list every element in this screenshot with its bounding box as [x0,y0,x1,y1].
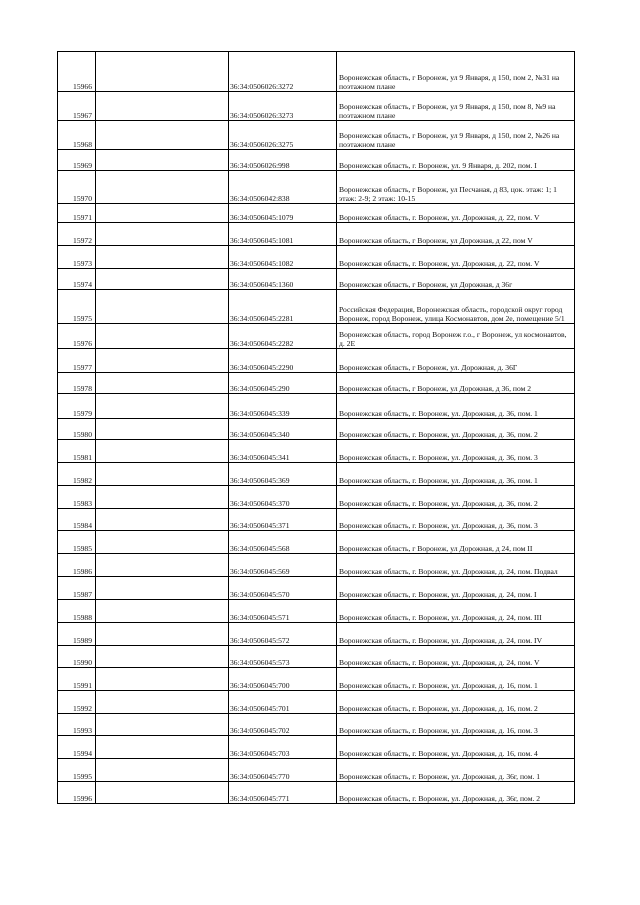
cadastral-number: 36:34:0506045:370 [229,486,337,509]
table-row [58,440,575,463]
row-number: 15983 [58,486,96,509]
empty-cell [96,782,229,804]
table-row [58,554,575,577]
table-row [58,531,575,554]
table-row [58,600,575,623]
empty-cell [96,373,229,394]
address: Воронежская область, г Воронеж, ул 9 Января, д 150, пом 2, №31 на поэтажном плане [337,52,575,92]
row-number: 15975 [58,290,96,324]
table-row [58,373,575,394]
table-row [58,269,575,290]
address: Воронежская область, г Воронеж, ул. Дорожная, д. 36Г [337,349,575,373]
empty-cell [96,223,229,246]
row-number: 15986 [58,554,96,577]
registry-table [57,51,575,804]
empty-cell [96,92,229,121]
empty-cell [96,290,229,324]
row-number: 15990 [58,646,96,668]
address: Воронежская область, г. Воронеж, ул. Дорожная, д. 36, пом. 2 [337,486,575,509]
cadastral-number: 36:34:0506026:998 [229,150,337,171]
cadastral-number: 36:34:0506026:3275 [229,121,337,150]
row-number: 15970 [58,171,96,204]
row-number: 15969 [58,150,96,171]
row-number: 15982 [58,463,96,486]
address: Воронежская область, г Воронеж, ул Дорожная, д 36г [337,269,575,290]
address: Воронежская область, г. Воронеж, ул. Дорожная, д. 16, пом. 2 [337,691,575,714]
table-row [58,736,575,759]
address: Воронежская область, г. Воронеж, ул. Дорожная, д. 36, пом. 1 [337,463,575,486]
table-row [58,759,575,782]
address: Воронежская область, г. Воронеж, ул. Дорожная, д. 36, пом. 3 [337,440,575,463]
empty-cell [96,171,229,204]
empty-cell [96,440,229,463]
table-row [58,509,575,531]
cadastral-number: 36:34:0506045:2281 [229,290,337,324]
cadastral-number: 36:34:0506045:339 [229,394,337,419]
row-number: 15987 [58,577,96,600]
cadastral-number: 36:34:0506042:838 [229,171,337,204]
empty-cell [96,419,229,440]
row-number: 15995 [58,759,96,782]
address: Российская Федерация, Воронежская область, городской округ город Воронеж, город Воронеж, улица Космонавтов, дом 2е, помещение 5/1 [337,290,575,324]
cadastral-number: 36:34:0506045:1360 [229,269,337,290]
row-number: 15973 [58,246,96,269]
empty-cell [96,714,229,736]
table-row [58,668,575,691]
cadastral-number: 36:34:0506045:369 [229,463,337,486]
row-number: 15971 [58,204,96,223]
registry-table-body [58,52,575,804]
table-row [58,290,575,324]
row-number: 15978 [58,373,96,394]
cadastral-number: 36:34:0506045:1082 [229,246,337,269]
address: Воронежская область, г. Воронеж, ул. Дорожная, д. 36г, пом. 1 [337,759,575,782]
cadastral-number: 36:34:0506045:570 [229,577,337,600]
address: Воронежская область, г. Воронеж, ул. Дорожная, д. 16, пом. 4 [337,736,575,759]
cadastral-number: 36:34:0506045:703 [229,736,337,759]
table-row [58,577,575,600]
table-row [58,121,575,150]
address: Воронежская область, г Воронеж, ул Дорожная, д 24, пом II [337,531,575,554]
row-number: 15988 [58,600,96,623]
table-row [58,782,575,804]
empty-cell [96,691,229,714]
cadastral-number: 36:34:0506026:3273 [229,92,337,121]
cadastral-number: 36:34:0506045:371 [229,509,337,531]
table-row [58,204,575,223]
row-number: 15991 [58,668,96,691]
address: Воронежская область, г. Воронеж, ул. Дорожная, д. 24, пом. I [337,577,575,600]
row-number: 15984 [58,509,96,531]
cadastral-number: 36:34:0506045:569 [229,554,337,577]
empty-cell [96,150,229,171]
address: Воронежская область, город Воронеж г.о., г Воронеж, ул космонавтов, д. 2Е [337,324,575,349]
empty-cell [96,486,229,509]
address: Воронежская область, г Воронеж, ул Дорожная, д 22, пом V [337,223,575,246]
table-row [58,349,575,373]
address: Воронежская область, г Воронеж, ул Песчаная, д 83, цок. этаж: 1; 1 этаж: 2-9; 2 этаж: 10-15 [337,171,575,204]
cadastral-number: 36:34:0506045:1081 [229,223,337,246]
empty-cell [96,349,229,373]
empty-cell [96,600,229,623]
cadastral-number: 36:34:0506045:341 [229,440,337,463]
row-number: 15996 [58,782,96,804]
cadastral-number: 36:34:0506045:771 [229,782,337,804]
table-row [58,419,575,440]
table-row [58,223,575,246]
row-number: 15966 [58,52,96,92]
table-row [58,246,575,269]
row-number: 15994 [58,736,96,759]
row-number: 15985 [58,531,96,554]
cadastral-number: 36:34:0506045:2290 [229,349,337,373]
table-row [58,324,575,349]
row-number: 15993 [58,714,96,736]
empty-cell [96,52,229,92]
address: Воронежская область, г. Воронеж, ул. Дорожная, д. 24, пом. V [337,646,575,668]
row-number: 15967 [58,92,96,121]
cadastral-number: 36:34:0506045:701 [229,691,337,714]
empty-cell [96,463,229,486]
address: Воронежская область, г. Воронеж, ул. Дорожная, д. 16, пом. 3 [337,714,575,736]
empty-cell [96,736,229,759]
row-number: 15974 [58,269,96,290]
cadastral-number: 36:34:0506045:572 [229,623,337,646]
cadastral-number: 36:34:0506045:702 [229,714,337,736]
address: Воронежская область, г. Воронеж, ул. Дорожная, д. 36, пом. 3 [337,509,575,531]
address: Воронежская область, г. Воронеж, ул. 9 Января, д. 202, пом. I [337,150,575,171]
cadastral-number: 36:34:0506045:573 [229,646,337,668]
address: Воронежская область, г. Воронеж, ул. Дорожная, д. 36г, пом. 2 [337,782,575,804]
empty-cell [96,324,229,349]
row-number: 15980 [58,419,96,440]
empty-cell [96,204,229,223]
empty-cell [96,531,229,554]
table-row [58,691,575,714]
address: Воронежская область, г. Воронеж, ул. Дорожная, д. 22, пом. V [337,246,575,269]
address: Воронежская область, г. Воронеж, ул. Дорожная, д. 24, пом. IV [337,623,575,646]
table-row [58,646,575,668]
address: Воронежская область, г. Воронеж, ул. Дорожная, д. 36, пом. 2 [337,419,575,440]
address: Воронежская область, г Воронеж, ул 9 Января, д 150, пом 2, №26 на поэтажном плане [337,121,575,150]
cadastral-number: 36:34:0506045:1079 [229,204,337,223]
cadastral-number: 36:34:0506045:340 [229,419,337,440]
row-number: 15989 [58,623,96,646]
cadastral-number: 36:34:0506045:700 [229,668,337,691]
table-row [58,394,575,419]
table-row [58,92,575,121]
row-number: 15992 [58,691,96,714]
address: Воронежская область, г. Воронеж, ул. Дорожная, д. 16, пом. 1 [337,668,575,691]
row-number: 15968 [58,121,96,150]
table-row [58,463,575,486]
address: Воронежская область, г. Воронеж, ул. Дорожная, д. 24, пом. III [337,600,575,623]
table-row [58,714,575,736]
address: Воронежская область, г Воронеж, ул Дорожная, д 36, пом 2 [337,373,575,394]
empty-cell [96,668,229,691]
cadastral-number: 36:34:0506045:2282 [229,324,337,349]
empty-cell [96,577,229,600]
address: Воронежская область, г. Воронеж, ул. Дорожная, д. 22, пом. V [337,204,575,223]
cadastral-number: 36:34:0506045:571 [229,600,337,623]
table-row [58,623,575,646]
empty-cell [96,509,229,531]
address: Воронежская область, г Воронеж, ул 9 Января, д 150, пом 8, №9 на поэтажном плане [337,92,575,121]
empty-cell [96,394,229,419]
table-row [58,150,575,171]
cadastral-number: 36:34:0506026:3272 [229,52,337,92]
row-number: 15976 [58,324,96,349]
cadastral-number: 36:34:0506045:770 [229,759,337,782]
empty-cell [96,121,229,150]
row-number: 15979 [58,394,96,419]
cadastral-number: 36:34:0506045:568 [229,531,337,554]
empty-cell [96,246,229,269]
empty-cell [96,554,229,577]
empty-cell [96,759,229,782]
row-number: 15972 [58,223,96,246]
row-number: 15981 [58,440,96,463]
table-row [58,52,575,92]
empty-cell [96,269,229,290]
empty-cell [96,646,229,668]
address: Воронежская область, г. Воронеж, ул. Дорожная, д. 24, пом. Подвал [337,554,575,577]
table-row [58,171,575,204]
row-number: 15977 [58,349,96,373]
empty-cell [96,623,229,646]
table-row [58,486,575,509]
address: Воронежская область, г. Воронеж, ул. Дорожная, д. 36, пом. 1 [337,394,575,419]
cadastral-number: 36:34:0506045:290 [229,373,337,394]
